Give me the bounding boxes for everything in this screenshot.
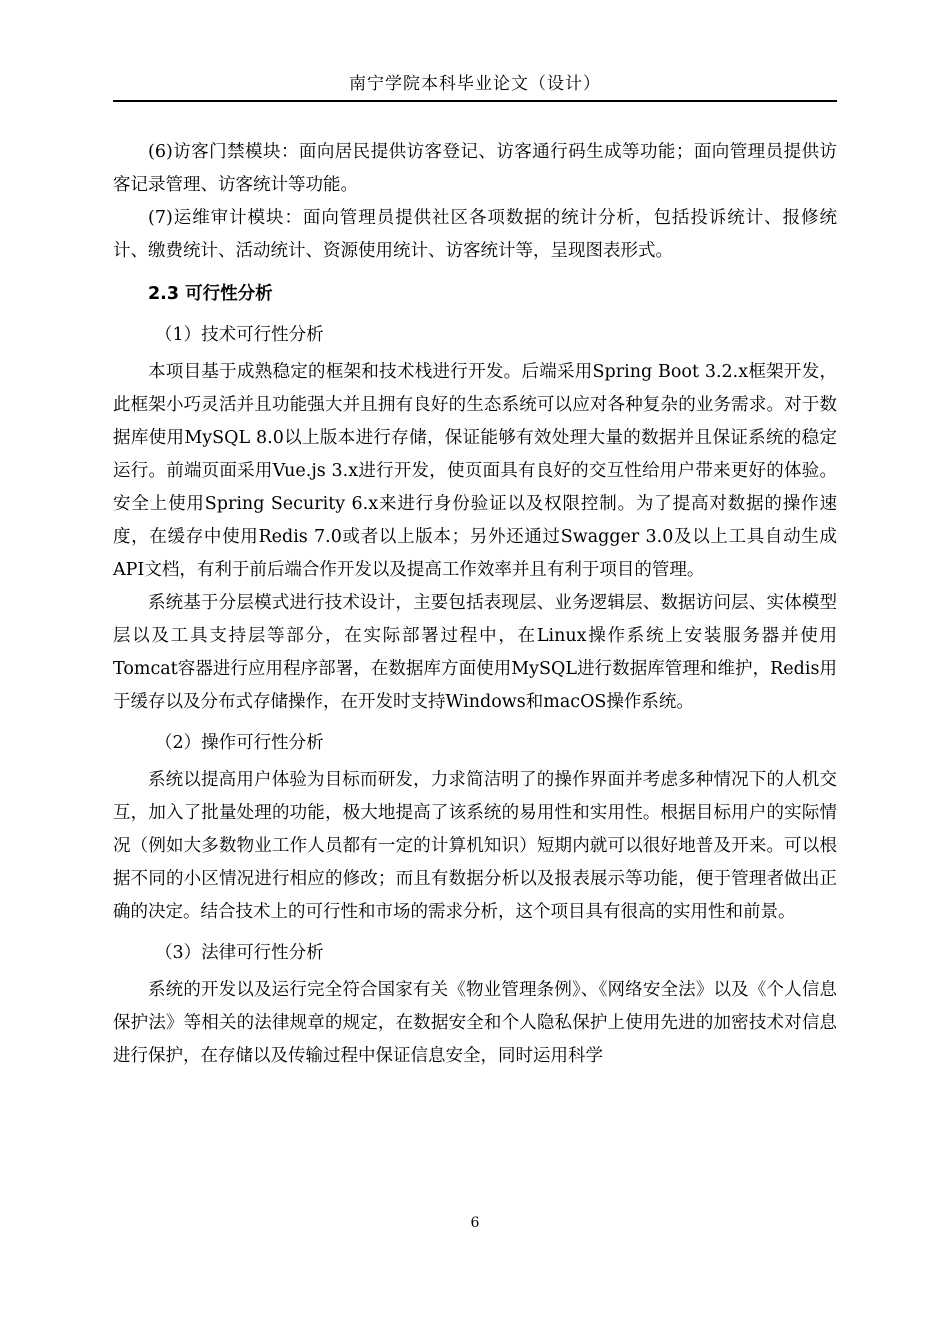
subheading-technical: （1）技术可行性分析	[155, 325, 324, 345]
header-rule	[113, 100, 837, 102]
subheading-legal: （3）法律可行性分析	[155, 943, 324, 963]
document-body	[113, 136, 837, 1073]
subheading-operational: （2）操作可行性分析	[155, 733, 324, 753]
paragraph-architecture: 系统基于分层模式进行技术设计，主要包括表现层、业务逻辑层、数据访问层、实体模型层以及工具支持层等部分，在实际部署过程中，在Linux操作系统上安装服务器并使用Tomcat容器进行应用程序部署，在数据库方面使用MySQL进行数据库管理和维护，Redis用于缓存以及分布式存储操作，在开发时支持Windows和macOS操作系统。	[113, 593, 837, 712]
paragraph-tech-stack: 本项目基于成熟稳定的框架和技术栈进行开发。后端采用Spring Boot 3.2.x框架开发，此框架小巧灵活并且功能强大并且拥有良好的生态系统可以应对各种复杂的业务需求。对于数据库使用MySQL 8.0以上版本进行存储，保证能够有效处理大量的数据并且保证系统的稳定运行。前端页面采用Vue.js 3.x进行开发，使页面具有良好的交互性给用户带来更好的体验。安全上使用Spring Security 6.x来进行身份验证以及权限控制。为了提高对数据的操作速度，在缓存中使用Redis 7.0或者以上版本；另外还通过Swagger 3.0及以上工具自动生成API文档，有利于前后端合作开发以及提高工作效率并且有利于项目的管理。	[113, 362, 837, 580]
paragraph-audit-module: (7)运维审计模块：面向管理员提供社区各项数据的统计分析，包括投诉统计、报修统计、缴费统计、活动统计、资源使用统计、访客统计等，呈现图表形式。	[113, 208, 837, 261]
section-heading: 2.3 可行性分析	[148, 284, 273, 304]
running-header: 南宁学院本科毕业论文（设计）	[349, 74, 601, 94]
paragraph-legal: 系统的开发以及运行完全符合国家有关《物业管理条例》、《网络安全法》以及《个人信息保护法》等相关的法律规章的规定，在数据安全和个人隐私保护上使用先进的加密技术对信息进行保护，在存储以及传输过程中保证信息安全，同时运用科学	[113, 980, 837, 1066]
page-number: 6	[470, 1215, 480, 1231]
paragraph-operational: 系统以提高用户体验为目标而研发，力求简洁明了的操作界面并考虑多种情况下的人机交互，加入了批量处理的功能，极大地提高了该系统的易用性和实用性。根据目标用户的实际情况（例如大多数物业工作人员都有一定的计算机知识）短期内就可以很好地普及开来。可以根据不同的小区情况进行相应的修改；而且有数据分析以及报表展示等功能，便于管理者做出正确的决定。结合技术上的可行性和市场的需求分析，这个项目具有很高的实用性和前景。	[113, 770, 837, 922]
paragraph-visitor-module: (6)访客门禁模块：面向居民提供访客登记、访客通行码生成等功能；面向管理员提供访客记录管理、访客统计等功能。	[113, 142, 837, 195]
